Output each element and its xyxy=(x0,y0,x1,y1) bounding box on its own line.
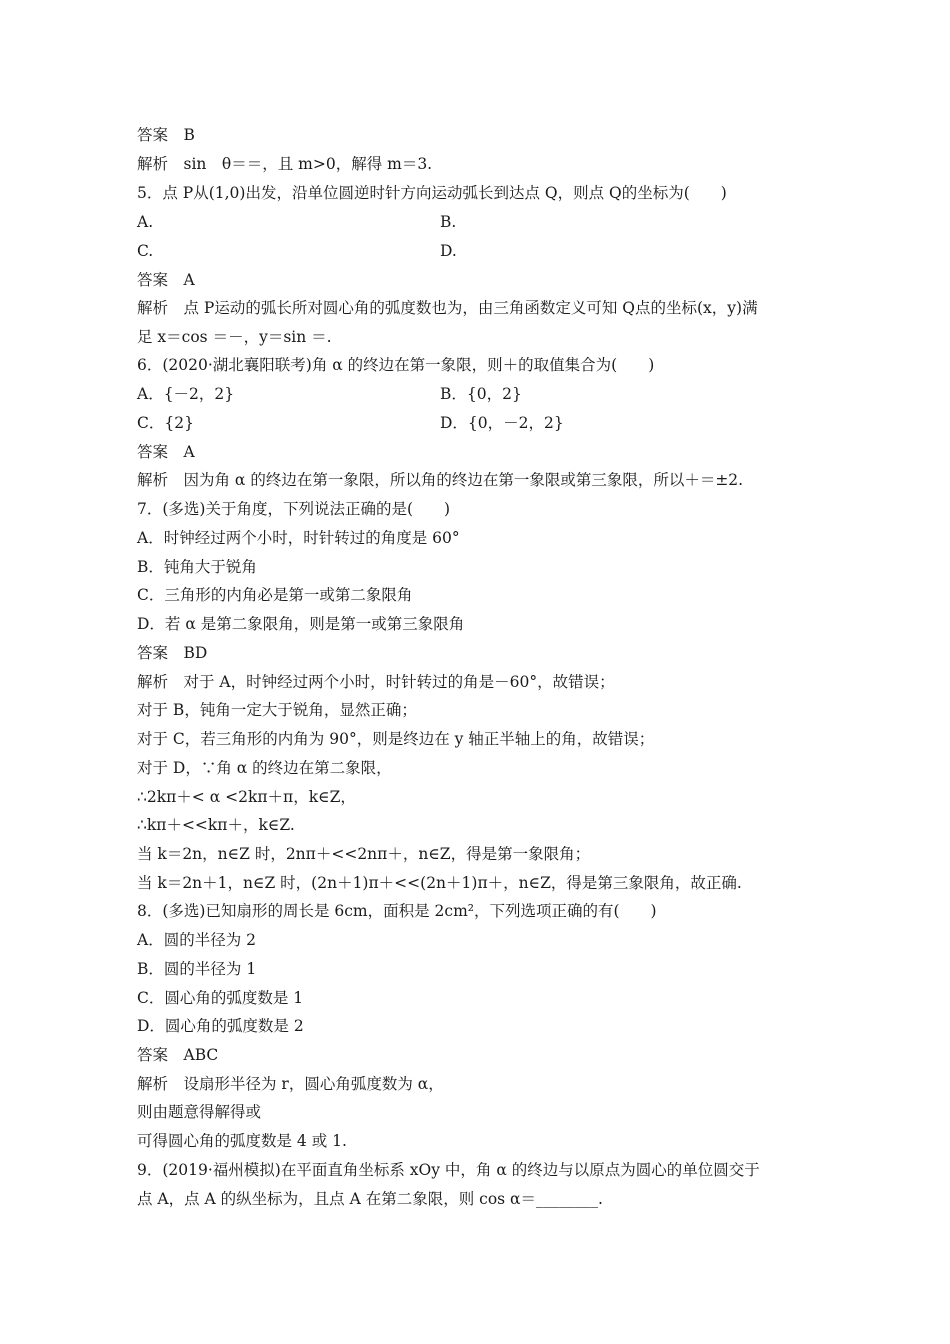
analysis-6: 解析 因为角 α 的终边在第一象限，所以角的终边在第一象限或第三象限，所以＋＝±2. xyxy=(137,471,744,489)
analysis-7-line4: 对于 D，∵角 α 的终边在第二象限， xyxy=(137,759,392,777)
analysis-8-line1: 解析 设扇形半径为 r，圆心角弧度数为 α， xyxy=(137,1075,444,1093)
analysis-5-line2: 足 x＝cos ＝－，y＝sin ＝. xyxy=(137,328,332,346)
q6-option-c: C．{2} xyxy=(137,414,194,432)
answer-6: 答案 A xyxy=(137,443,195,461)
analysis-5-line1: 解析 点 P运动的弧长所对圆心角的弧度数也为，由三角函数定义可知 Q点的坐标(x，y)满 xyxy=(137,299,758,317)
answer-7: 答案 BD xyxy=(137,644,208,662)
answer-8: 答案 ABC xyxy=(137,1046,219,1064)
analysis-7-line2: 对于 B，钝角一定大于锐角，显然正确； xyxy=(137,701,417,719)
q8-option-b: B．圆的半径为 1 xyxy=(137,960,257,978)
q7-option-b: B．钝角大于锐角 xyxy=(137,558,257,576)
analysis-7-line7: 当 k＝2n，n∈Z 时，2nπ＋<<2nπ＋，n∈Z，得是第一象限角； xyxy=(137,845,591,863)
question-9-line1: 9．(2019·福州模拟)在平面直角坐标系 xOy 中，角 α 的终边与以原点为圆心的单位圆交于 xyxy=(137,1161,760,1179)
question-9-line2: 点 A，点 A 的纵坐标为，且点 A 在第二象限，则 cos α＝________. xyxy=(137,1190,603,1208)
q6-option-d: D．{0，－2，2} xyxy=(440,414,564,432)
analysis-7-line6: ∴kπ＋<<kπ＋，k∈Z. xyxy=(137,816,295,834)
analysis-7-line5: ∴2kπ＋< α <2kπ＋π，k∈Z， xyxy=(137,788,356,806)
analysis-7-line8: 当 k＝2n＋1，n∈Z 时，(2n＋1)π＋<<(2n＋1)π＋，n∈Z，得是第三象限角，故正确. xyxy=(137,874,742,892)
q5-option-c: C. xyxy=(137,242,154,260)
q7-option-d: D．若 α 是第二象限角，则是第一或第三象限角 xyxy=(137,615,465,633)
question-7: 7．(多选)关于角度，下列说法正确的是( ) xyxy=(137,500,451,518)
q5-option-b: B. xyxy=(440,213,457,231)
question-5: 5．点 P从(1,0)出发，沿单位圆逆时针方向运动弧长到达点 Q，则点 Q的坐标为( ) xyxy=(137,184,727,202)
q7-option-c: C．三角形的内角必是第一或第二象限角 xyxy=(137,586,413,604)
analysis-7-line1: 解析 对于 A，时钟经过两个小时，时针转过的角是－60°，故错误； xyxy=(137,673,615,691)
answer-5: 答案 A xyxy=(137,271,195,289)
analysis-8-line2: 则由题意得解得或 xyxy=(137,1103,262,1121)
question-8: 8．(多选)已知扇形的周长是 6cm，面积是 2cm²，下列选项正确的有( ) xyxy=(137,902,657,920)
analysis-7-line3: 对于 C，若三角形的内角为 90°，则是终边在 y 轴正半轴上的角，故错误； xyxy=(137,730,655,748)
q8-option-c: C．圆心角的弧度数是 1 xyxy=(137,989,304,1007)
analysis-4: 解析 sin θ＝＝，且 m>0，解得 m＝3. xyxy=(137,155,433,173)
q8-option-d: D．圆心角的弧度数是 2 xyxy=(137,1017,304,1035)
q5-option-a: A. xyxy=(137,213,154,231)
q7-option-a: A．时钟经过两个小时，时针转过的角度是 60° xyxy=(137,529,460,547)
q5-option-d: D. xyxy=(440,242,457,260)
q8-option-a: A．圆的半径为 2 xyxy=(137,931,256,949)
q6-option-a: A．{－2，2} xyxy=(137,385,235,403)
analysis-8-line3: 可得圆心角的弧度数是 4 或 1. xyxy=(137,1132,347,1150)
answer-4: 答案 B xyxy=(137,126,195,144)
question-6: 6．(2020·湖北襄阳联考)角 α 的终边在第一象限，则＋的取值集合为( ) xyxy=(137,356,655,374)
q6-option-b: B．{0，2} xyxy=(440,385,522,403)
